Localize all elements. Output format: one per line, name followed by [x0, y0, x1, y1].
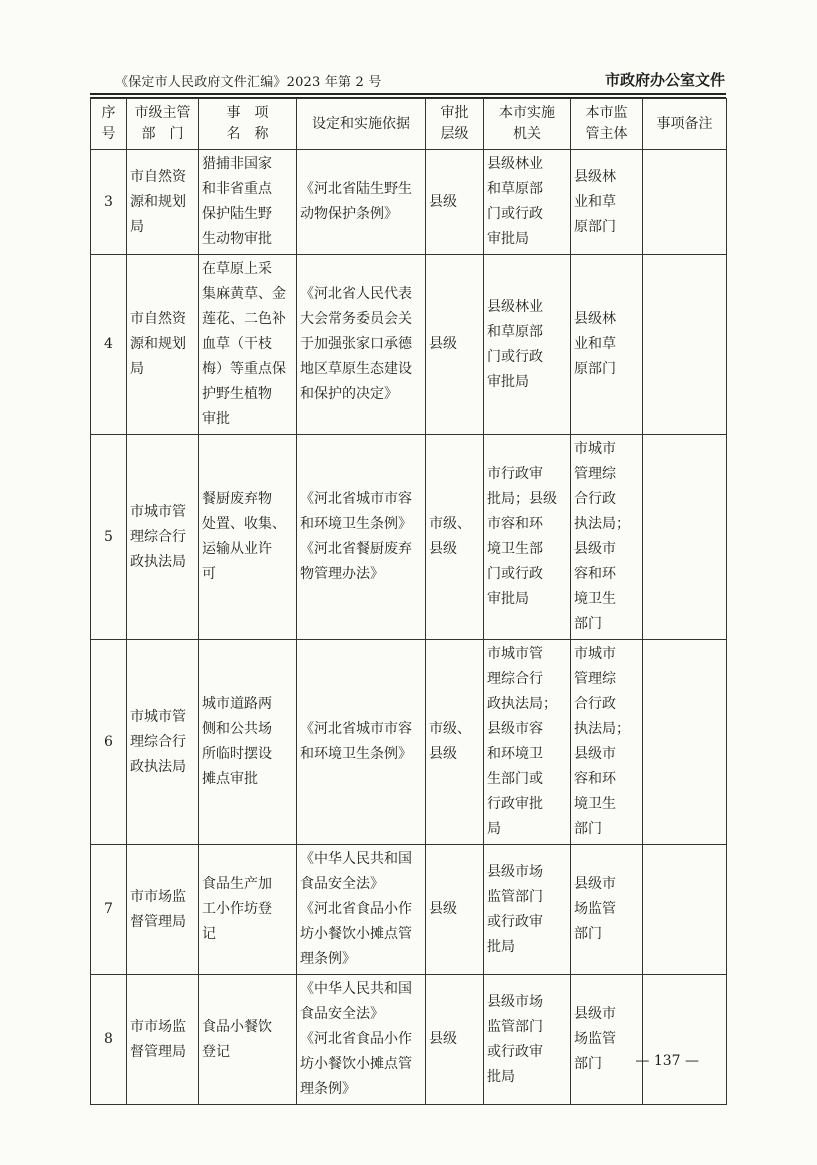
row-note — [643, 845, 727, 975]
row-agency: 市城市管 理综合行 政执法局； 县级市容 和环境卫 生部门或 行政审批 局 — [484, 640, 571, 845]
row-dept: 市城市管 理综合行 政执法局 — [127, 435, 199, 640]
col-header-basis: 设定和实施依据 — [297, 99, 426, 150]
row-level: 县级 — [426, 150, 484, 255]
row-level: 县级 — [426, 845, 484, 975]
row-dept: 市市场监 督管理局 — [127, 845, 199, 975]
col-header-level: 审批 层级 — [426, 99, 484, 150]
table-row — [91, 845, 727, 975]
row-basis: 《河北省城市市容 和环境卫生条例》 《河北省餐厨废弃 物管理办法》 — [297, 435, 426, 640]
table-row — [91, 975, 727, 1105]
row-basis: 《中华人民共和国 食品安全法》 《河北省食品小作 坊小餐饮小摊点管 理条例》 — [297, 845, 426, 975]
table-row — [91, 640, 727, 845]
row-basis: 《河北省城市市容 和环境卫生条例》 — [297, 640, 426, 845]
row-note — [643, 975, 727, 1105]
row-no: 4 — [91, 255, 127, 435]
row-dept: 市市场监 督管理局 — [127, 975, 199, 1105]
row-note — [643, 150, 727, 255]
row-agency: 县级林业 和草原部 门或行政 审批局 — [484, 255, 571, 435]
row-note — [643, 255, 727, 435]
row-level: 市级、 县级 — [426, 435, 484, 640]
row-no: 5 — [91, 435, 127, 640]
row-name: 在草原上采 集麻黄草、金 莲花、二色补 血草（干枝 梅）等重点保 护野生植物 审批 — [199, 255, 297, 435]
row-agency: 县级市场 监管部门 或行政审 批局 — [484, 845, 571, 975]
row-supervisor: 市城市 管理综 合行政 执法局； 县级市 容和环 境卫生 部门 — [571, 640, 643, 845]
table-header-row — [91, 99, 727, 150]
row-name: 猎捕非国家 和非省重点 保护陆生野 生动物审批 — [199, 150, 297, 255]
table-row — [91, 435, 727, 640]
row-no: 6 — [91, 640, 127, 845]
row-level: 市级、 县级 — [426, 640, 484, 845]
row-basis: 《中华人民共和国 食品安全法》 《河北省食品小作 坊小餐饮小摊点管 理条例》 — [297, 975, 426, 1105]
row-no: 3 — [91, 150, 127, 255]
row-basis: 《河北省陆生野生 动物保护条例》 — [297, 150, 426, 255]
row-agency: 县级市场 监管部门 或行政审 批局 — [484, 975, 571, 1105]
row-supervisor: 县级林 业和草 原部门 — [571, 150, 643, 255]
row-basis: 《河北省人民代表 大会常务委员会关 于加强张家口承德 地区草原生态建设 和保护的决定》 — [297, 255, 426, 435]
row-no: 7 — [91, 845, 127, 975]
row-dept: 市自然资 源和规划 局 — [127, 150, 199, 255]
col-header-note: 事项备注 — [643, 99, 727, 150]
row-agency: 市行政审 批局；县级 市容和环 境卫生部 门或行政 审批局 — [484, 435, 571, 640]
col-header-no: 序 号 — [91, 99, 127, 150]
page-number: — 137 — — [635, 1053, 699, 1069]
row-supervisor: 县级市 场监管 部门 — [571, 975, 643, 1105]
header-rule-thick — [90, 93, 726, 95]
row-supervisor: 县级林 业和草 原部门 — [571, 255, 643, 435]
document-header-office: 市政府办公室文件 — [604, 71, 725, 89]
row-supervisor: 市城市 管理综 合行政 执法局； 县级市 容和环 境卫生 部门 — [571, 435, 643, 640]
row-note — [643, 435, 727, 640]
col-header-name: 事 项 名 称 — [199, 99, 297, 150]
row-level: 县级 — [426, 975, 484, 1105]
row-name: 食品生产加 工小作坊登 记 — [199, 845, 297, 975]
table-row — [91, 150, 727, 255]
row-name: 餐厨废弃物 处置、收集、 运输从业许 可 — [199, 435, 297, 640]
row-dept: 市自然资 源和规划 局 — [127, 255, 199, 435]
row-name: 食品小餐饮 登记 — [199, 975, 297, 1105]
row-supervisor: 县级市 场监管 部门 — [571, 845, 643, 975]
row-dept: 市城市管 理综合行 政执法局 — [127, 640, 199, 845]
row-agency: 县级林业 和草原部 门或行政 审批局 — [484, 150, 571, 255]
row-level: 县级 — [426, 255, 484, 435]
col-header-dept: 市级主管 部 门 — [127, 99, 199, 150]
approval-items-table — [90, 98, 727, 1105]
row-name: 城市道路两 侧和公共场 所临时摆设 摊点审批 — [199, 640, 297, 845]
row-note — [643, 640, 727, 845]
row-no: 8 — [91, 975, 127, 1105]
col-header-agency: 本市实施 机关 — [484, 99, 571, 150]
document-header-title: 《保定市人民政府文件汇编》2023 年第 2 号 — [115, 75, 382, 90]
col-header-supervisor: 本市监 管主体 — [571, 99, 643, 150]
table-row — [91, 255, 727, 435]
